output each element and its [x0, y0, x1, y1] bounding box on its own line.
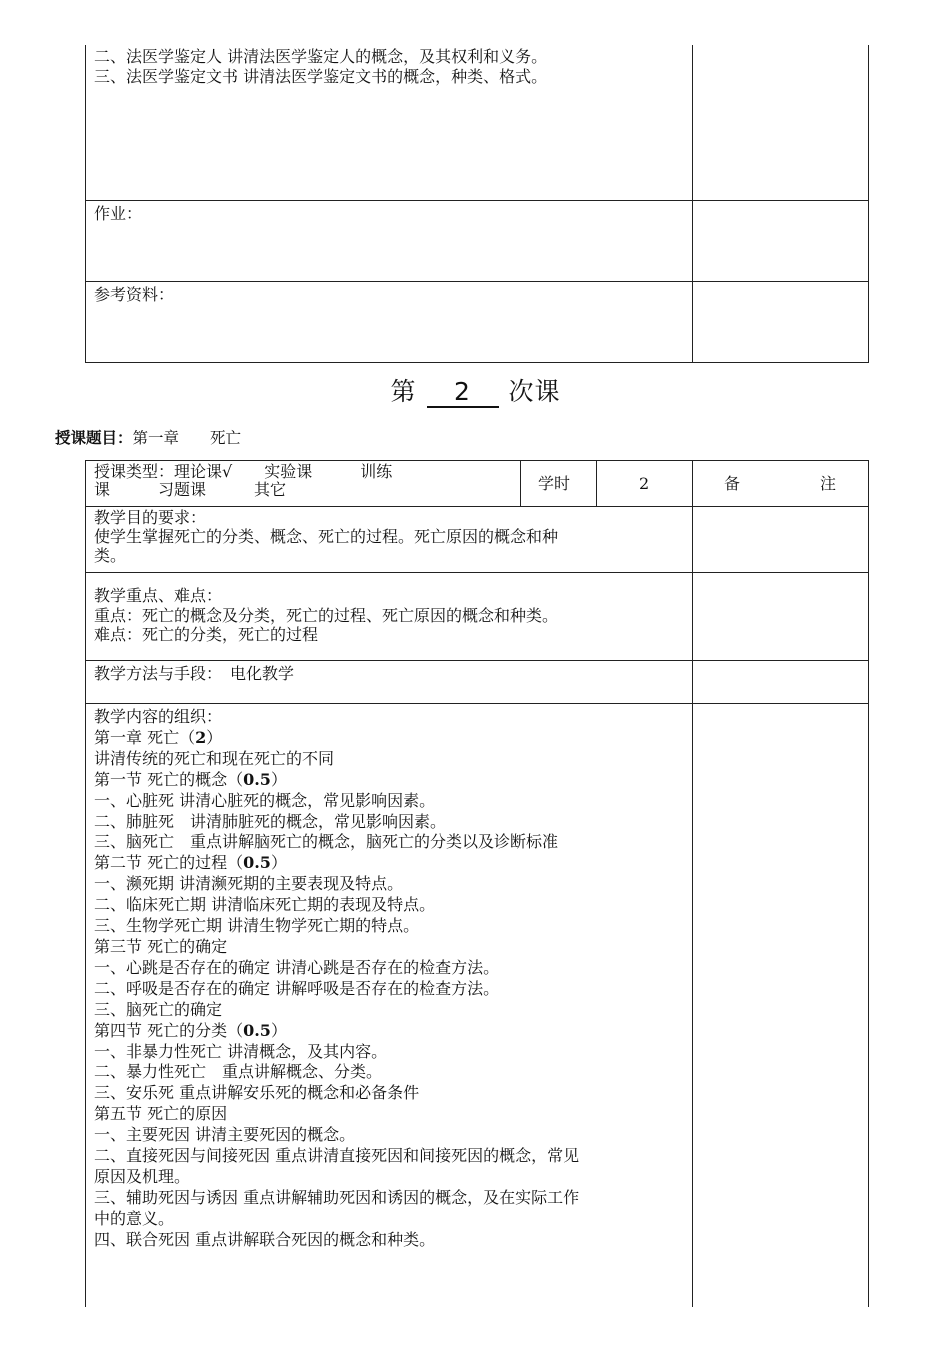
lesson-type-line: 课 习题课 其它 — [94, 480, 287, 499]
objectives — [94, 508, 558, 565]
content-line: 三、法医学鉴定文书 讲清法医学鉴定文书的概念，种类、格式。 — [94, 66, 548, 86]
lesson-number: 2 — [427, 377, 499, 408]
remarks-label: 注 — [820, 474, 837, 493]
heading-suffix: 次课 — [508, 377, 561, 406]
content-line: 二、暴力性死亡 重点讲解概念、分类。 — [94, 1062, 383, 1082]
content-line: 一、主要死因 讲清主要死因的概念。 — [94, 1125, 356, 1145]
objectives-line: 类。 — [94, 546, 127, 565]
content-line: 二、法医学鉴定人 讲清法医学鉴定人的概念，及其权利和义务。 — [94, 47, 548, 66]
content-line: 二、肺脏死 讲清肺脏死的概念，常见影响因素。 — [94, 811, 447, 831]
content-line: 中的意义。 — [94, 1208, 175, 1228]
top-content — [94, 47, 547, 86]
content-line: 第一节 死亡的概念（0.5） — [94, 769, 287, 789]
lesson-heading — [0, 372, 951, 408]
content-line: 二、呼吸是否存在的确定 讲解呼吸是否存在的检查方法。 — [94, 978, 500, 998]
content-line: 三、辅助死因与诱因 重点讲解辅助死因和诱因的概念，及在实际工作 — [94, 1187, 580, 1207]
content-line: 一、心跳是否存在的确定 讲清心跳是否存在的检查方法。 — [94, 957, 500, 977]
teaching-methods: 教学方法与手段： 电化教学 — [94, 664, 295, 683]
references-label: 参考资料： — [94, 285, 175, 304]
content-line: 第四节 死亡的分类（0.5） — [94, 1020, 287, 1040]
hours-marker: 2 — [195, 727, 207, 747]
content-line: 三、脑死亡的确定 — [94, 999, 223, 1019]
content-line: 第一章 死亡（2） — [94, 727, 223, 747]
content-line: 第三节 死亡的确定 — [94, 936, 228, 956]
lesson-type-line: 授课类型：理论课√ 实验课 训练 — [94, 462, 393, 481]
content-line: 第二节 死亡的过程（0.5） — [94, 853, 287, 873]
content-line: 一、濒死期 讲清濒死期的主要表现及特点。 — [94, 874, 404, 894]
key-points — [94, 586, 558, 645]
content-line: 四、联合死因 重点讲解联合死因的概念和种类。 — [94, 1229, 436, 1249]
topic-label: 授课题目： — [55, 429, 133, 447]
topic — [55, 426, 241, 448]
objectives-line: 使学生掌握死亡的分类、概念、死亡的过程。死亡原因的概念和种 — [94, 527, 559, 546]
remarks-label: 备 — [724, 474, 741, 493]
content-line: 一、心脏死 讲清心脏死的概念，常见影响因素。 — [94, 790, 436, 810]
content-line: 第五节 死亡的原因 — [94, 1104, 228, 1124]
hours-marker: 0.5 — [243, 1020, 271, 1040]
content-line: 讲清传统的死亡和现在死亡的不同 — [94, 748, 335, 768]
heading-prefix: 第 — [390, 377, 417, 406]
content-line: 三、生物学死亡期 讲清生物学死亡期的特点。 — [94, 916, 420, 936]
topic-value: 第一章 死亡 — [132, 429, 242, 447]
content-line: 教学内容的组织： — [94, 707, 223, 726]
content-line: 二、直接死因与间接死因 重点讲清直接死因和间接死因的概念，常见 — [94, 1146, 580, 1166]
homework-label: 作业： — [94, 204, 143, 223]
key-points-line: 教学重点、难点： — [94, 586, 223, 605]
content-line: 二、临床死亡期 讲清临床死亡期的表现及特点。 — [94, 895, 436, 915]
key-points-line: 难点：死亡的分类，死亡的过程 — [94, 625, 319, 644]
hours-marker: 0.5 — [243, 769, 271, 789]
content-line: 三、安乐死 重点讲解安乐死的概念和必备条件 — [94, 1083, 420, 1103]
teaching-content — [94, 707, 579, 1251]
key-points-line: 重点：死亡的概念及分类，死亡的过程、死亡原因的概念和种类。 — [94, 605, 559, 625]
hours-value: 2 — [639, 474, 650, 493]
content-line: 三、脑死亡 重点讲解脑死亡的概念，脑死亡的分类以及诊断标准 — [94, 832, 559, 852]
content-line: 原因及机理。 — [94, 1166, 191, 1186]
content-line: 一、非暴力性死亡 讲清概念，及其内容。 — [94, 1041, 388, 1061]
hours-label: 学时 — [538, 474, 571, 493]
hours-marker: 0.5 — [243, 853, 271, 873]
lesson-type — [94, 463, 392, 499]
objectives-line: 教学目的要求： — [94, 508, 207, 527]
